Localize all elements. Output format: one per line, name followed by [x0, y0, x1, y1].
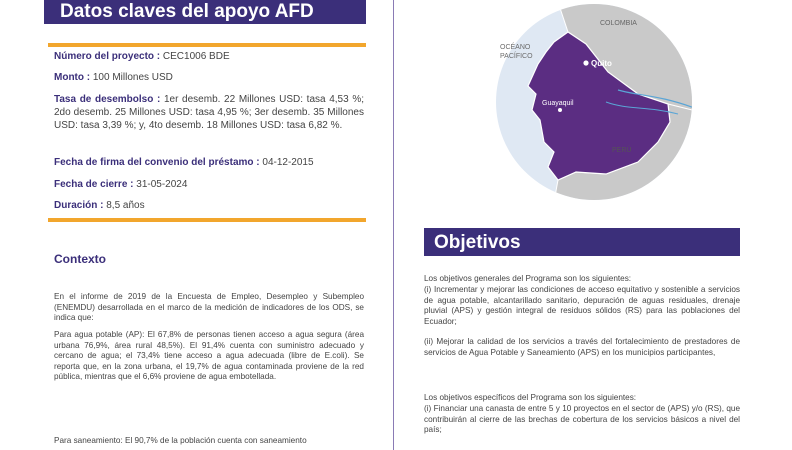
map-label-quito: Quito: [591, 59, 612, 68]
orange-divider-top: [48, 43, 366, 47]
map-label-guayaquil: Guayaquil: [542, 100, 574, 107]
context-paragraph: Para agua potable (AP): El 67,8% de personas tienen acceso a agua segura (área urbana 76,9%, área rural 48,5%). El 91,4% cuenta con suministro adecuado y cercano de agua; el 73,4% tiene acceso a agua adecuada (libre de E.coli). Se reporta que, en la zona urbana, el 19,7% de agua contaminada proviene de la red pública, mientras que el 6,6% proviene de agua embotellada.: [54, 330, 364, 381]
row-closing-date: [54, 178, 364, 191]
map-label-colombia: COLOMBIA: [600, 20, 637, 27]
key-data-title: Datos claves del apoyo AFD: [44, 0, 366, 24]
context-paragraph: Para saneamiento: El 90,7% de la población cuenta con saneamiento: [54, 436, 307, 445]
objectives-title: Objetivos: [424, 228, 740, 256]
objectives-paragraph: Los objetivos específicos del Programa son los siguientes:: [424, 393, 637, 402]
row-value: 04-12-2015: [259, 157, 314, 168]
row-project-number: [54, 50, 364, 63]
quito-marker: [583, 60, 588, 65]
column-separator: [393, 0, 394, 450]
row-key: Fecha de cierre :: [54, 179, 134, 190]
row-key: Tasa de desembolso :: [54, 94, 161, 105]
orange-divider-bottom: [48, 218, 366, 222]
row-key: Monto :: [54, 72, 91, 83]
row-key: Duración :: [54, 200, 104, 211]
row-value: 100 Millones USD: [90, 72, 173, 83]
objectives-paragraph: Los objetivos generales del Programa son los siguientes:: [424, 274, 632, 283]
objectives-paragraph: (ii) Mejorar la calidad de los servicios a través del fortalecimiento de prestadores de servicios de Agua Potable y Saneamiento (APS) en los municipios participantes,: [424, 337, 740, 357]
ecuador-map-graphic: [488, 2, 700, 202]
row-key: Fecha de firma del convenio del préstamo :: [54, 157, 260, 168]
context-heading: Contexto: [54, 252, 106, 266]
row-duration: [54, 199, 364, 212]
row-disbursement-rate: [54, 93, 364, 132]
map-label-peru: PERÚ: [612, 147, 632, 154]
context-paragraph: En el informe de 2019 de la Encuesta de Empleo, Desempleo y Subempleo (ENEMDU) desarrollada en el marco de la medición de indicadores de los ODS, se indica que:: [54, 292, 364, 322]
row-key: Número del proyecto :: [54, 51, 161, 62]
objectives-paragraph: (i) Financiar una canasta de entre 5 y 10 proyectos en el sector de (APS) y/o (RS), que contribuirán al cierre de las brechas de cobertura de los servicios básicos a nivel del país;: [424, 404, 740, 434]
map-label-ocean-2: PACÍFICO: [500, 53, 533, 60]
ecuador-map: [488, 2, 700, 202]
row-value: 31-05-2024: [133, 179, 188, 190]
map-label-ocean: OCÉANO: [500, 44, 531, 51]
objectives-paragraph: (i) Incrementar y mejorar las condiciones de acceso equitativo y sostenible a servicios de agua potable, alcantarillado sanitario, depuración de aguas residuales, drenaje pluvial (APS) y gestión integral de residuos sólidos (RS) para las poblaciones del Ecuador;: [424, 285, 740, 326]
row-signing-date: [54, 156, 364, 169]
row-value: 8,5 años: [103, 200, 145, 211]
row-value: 1er desemb. 22 Millones USD: tasa 4,53 %; 2do desemb. 25 Millones USD: tasa 4,95 %; 3er desemb. 35 Millones USD: tasa 3,39 %; y, 4to desemb. 18 Millones USD: tasa 6,82 %.: [54, 94, 364, 131]
row-value: CEC1006 BDE: [160, 51, 230, 62]
guayaquil-marker: [558, 108, 562, 112]
row-amount: [54, 71, 364, 84]
